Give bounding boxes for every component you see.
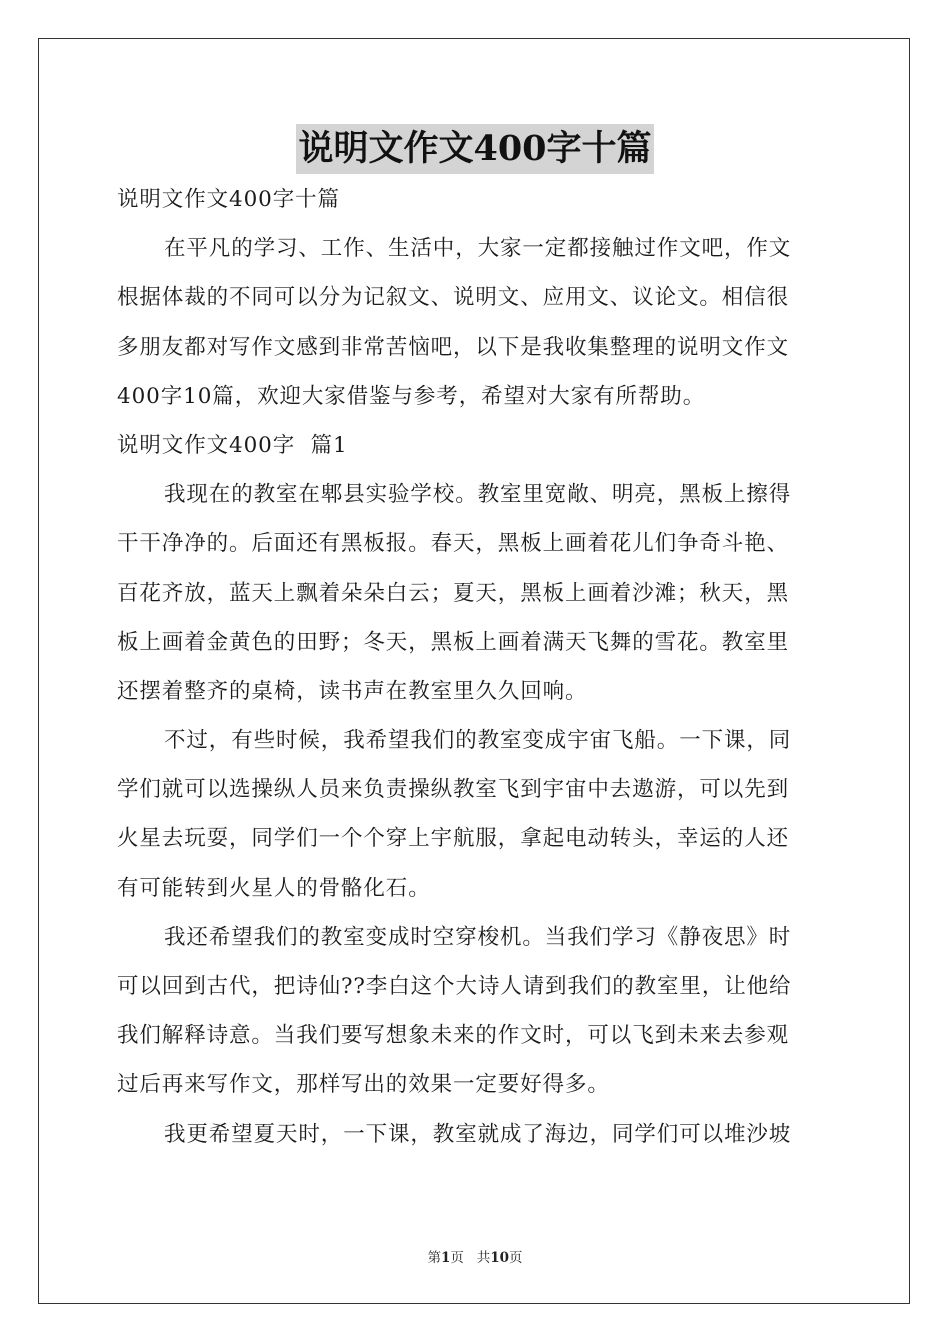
text-line: 还摆着整齐的桌椅，读书声在教室里久久回响。 bbox=[117, 678, 588, 704]
text-line: 板上画着金黄色的田野；冬天，黑板上画着满天飞舞的雪花。教室里 bbox=[117, 629, 790, 655]
text-line: 过后再来写作文，那样写出的效果一定要好得多。 bbox=[117, 1072, 610, 1098]
text-line: 400字10篇，欢迎大家借鉴与参考，希望对大家有所帮助。 bbox=[117, 383, 706, 409]
text-line: 我还希望我们的教室变成时空穿梭机。当我们学习《静夜思》时 bbox=[164, 924, 792, 950]
footer-page-prefix: 第 bbox=[427, 1250, 441, 1266]
text-line: 在平凡的学习、工作、生活中，大家一定都接触过作文吧，作文 bbox=[164, 236, 792, 262]
footer-page-mid: 页 共 bbox=[450, 1250, 491, 1266]
document-body bbox=[117, 175, 833, 1159]
text-line: 不过，有些时候，我希望我们的教室变成宇宙飞船。一下课，同 bbox=[164, 728, 792, 754]
footer-page-current: 1 bbox=[440, 1250, 451, 1266]
text-line: 多朋友都对写作文感到非常苦恼吧，以下是我收集整理的说明文作文 bbox=[117, 334, 790, 360]
text-line: 可以回到古代，把诗仙??李白这个大诗人请到我们的教室里，让他给 bbox=[117, 974, 792, 999]
text-line: 我更希望夏天时，一下课，教室就成了海边，同学们可以堆沙坡 bbox=[164, 1121, 792, 1147]
title-container bbox=[0, 124, 950, 174]
text-line: 百花齐放，蓝天上飘着朵朵白云；夏天，黑板上画着沙滩；秋天，黑 bbox=[117, 580, 790, 606]
text-line: 有可能转到火星人的骨骼化石。 bbox=[117, 875, 431, 901]
document-title: 说明文作文400字十篇 bbox=[296, 124, 653, 174]
text-line: 火星去玩耍，同学们一个个穿上宇航服，拿起电动转头，幸运的人还 bbox=[117, 826, 790, 852]
document-subtitle: 说明文作文400字十篇 bbox=[117, 187, 340, 212]
text-line: 根据体裁的不同可以分为记叙文、说明文、应用文、议论文。相信很 bbox=[117, 285, 790, 311]
footer-page-total: 10 bbox=[490, 1250, 510, 1266]
footer-page-suffix: 页 bbox=[509, 1250, 523, 1266]
text-line: 我现在的教室在郫县实验学校。教室里宽敞、明亮，黑板上擦得 bbox=[164, 482, 792, 508]
text-line: 我们解释诗意。当我们要写想象未来的作文时，可以飞到未来去参观 bbox=[117, 1023, 790, 1049]
text-line: 干干净净的。后面还有黑板报。春天，黑板上画着花儿们争奇斗艳、 bbox=[117, 531, 790, 557]
page-footer bbox=[0, 1246, 950, 1266]
text-line: 学们就可以选操纵人员来负责操纵教室飞到宇宙中去遨游，可以先到 bbox=[117, 777, 790, 803]
text-line: 说明文作文400字 篇1 bbox=[117, 432, 348, 458]
